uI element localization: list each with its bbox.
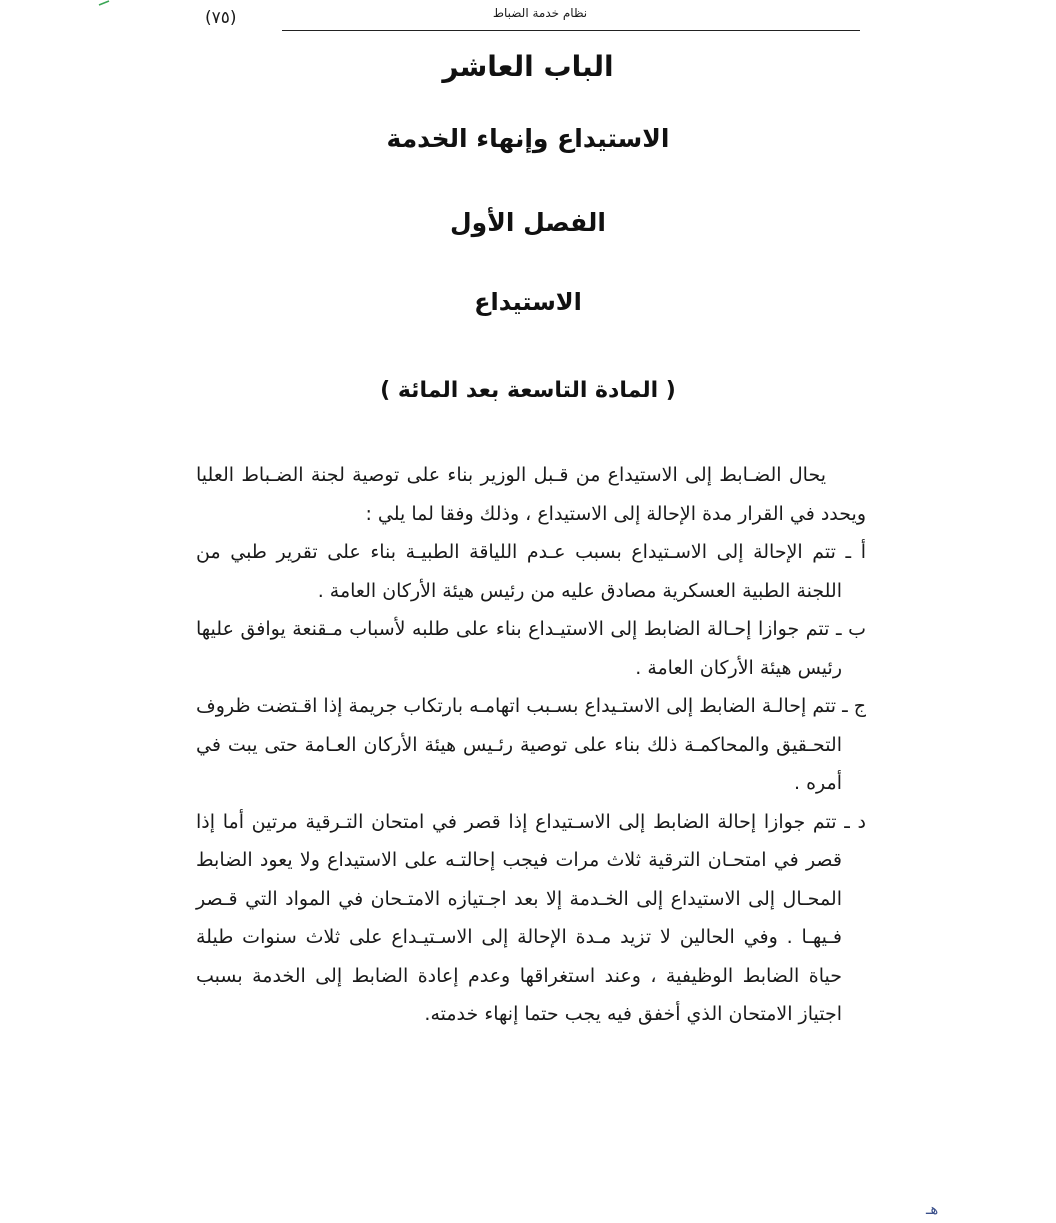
chapter-heading: الفصل الأول: [449, 208, 607, 237]
part-heading: الباب العاشر: [442, 50, 614, 83]
page-number: (٧٥): [205, 8, 237, 28]
article-intro: يحال الضـابط إلى الاستيداع من قـبل الوزير بناء على توصية لجنة الضـباط العليا ويحدد في القرار مدة الإحالة إلى الاستيداع ، وذلك وفقا لما يلي :: [196, 464, 866, 525]
article-heading: ( المادة التاسعة بعد المائة ): [380, 378, 676, 403]
section-heading: الاستيداع: [474, 288, 582, 316]
clause-a: أ ـ تتم الإحالة إلى الاسـتيداع بسبب عـدم اللياقة الطبيـة بناء على تقرير طبي من اللجنة الطبية العسكرية مصادق عليه من رئيس هيئة الأركان العامة .: [196, 541, 866, 602]
clause-b: ب ـ تتم جوازا إحـالة الضابط إلى الاستيـداع بناء على طلبه لأسباب مـقنعة يوافق عليها رئيس هيئة الأركان العامة .: [196, 618, 866, 679]
article-body: [196, 456, 866, 1034]
corner-stroke-mark: [98, 0, 110, 6]
corner-handwritten-mark: هـ: [926, 1200, 939, 1218]
clause-c: ج ـ تتم إحالـة الضابط إلى الاستـيداع بسـبب اتهامـه بارتكاب جريمة إذا اقـتضت ظروف التحـقيق والمحاكمـة ذلك بناء على توصية رئـيس هيئة الأركان العـامة حتى يبت في أمره .: [196, 695, 866, 794]
clause-d: د ـ تتم جوازا إحالة الضابط إلى الاسـتيداع إذا قصر في امتحان التـرقية مرتين أما إذا قصر في امتحـان الترقية ثلاث مرات فيجب إحالتـه على الاستيداع ولا يعود الضابط المحـال إلى الاستيداع إلى الخـدمة إلا بعد اجـتيازه الامتـحان في المواد التي قـصر فـيهـا . وفي الحالين لا تزيد مـدة الإحالة إلى الاسـتيـداع على ثلاث سنوات طيلة حياة الضابط الوظيفية ، وعند استغراقها وعدم إعادة الضابط إلى الخدمة بسبب اجتياز الامتحان الذي أخفق فيه يجب حتما إنهاء خدمته.: [196, 810, 866, 1025]
running-title: نظام خدمة الضباط: [492, 6, 588, 20]
header-rule: [282, 30, 860, 31]
subject-heading: الاستيداع وإنهاء الخدمة: [386, 124, 670, 153]
